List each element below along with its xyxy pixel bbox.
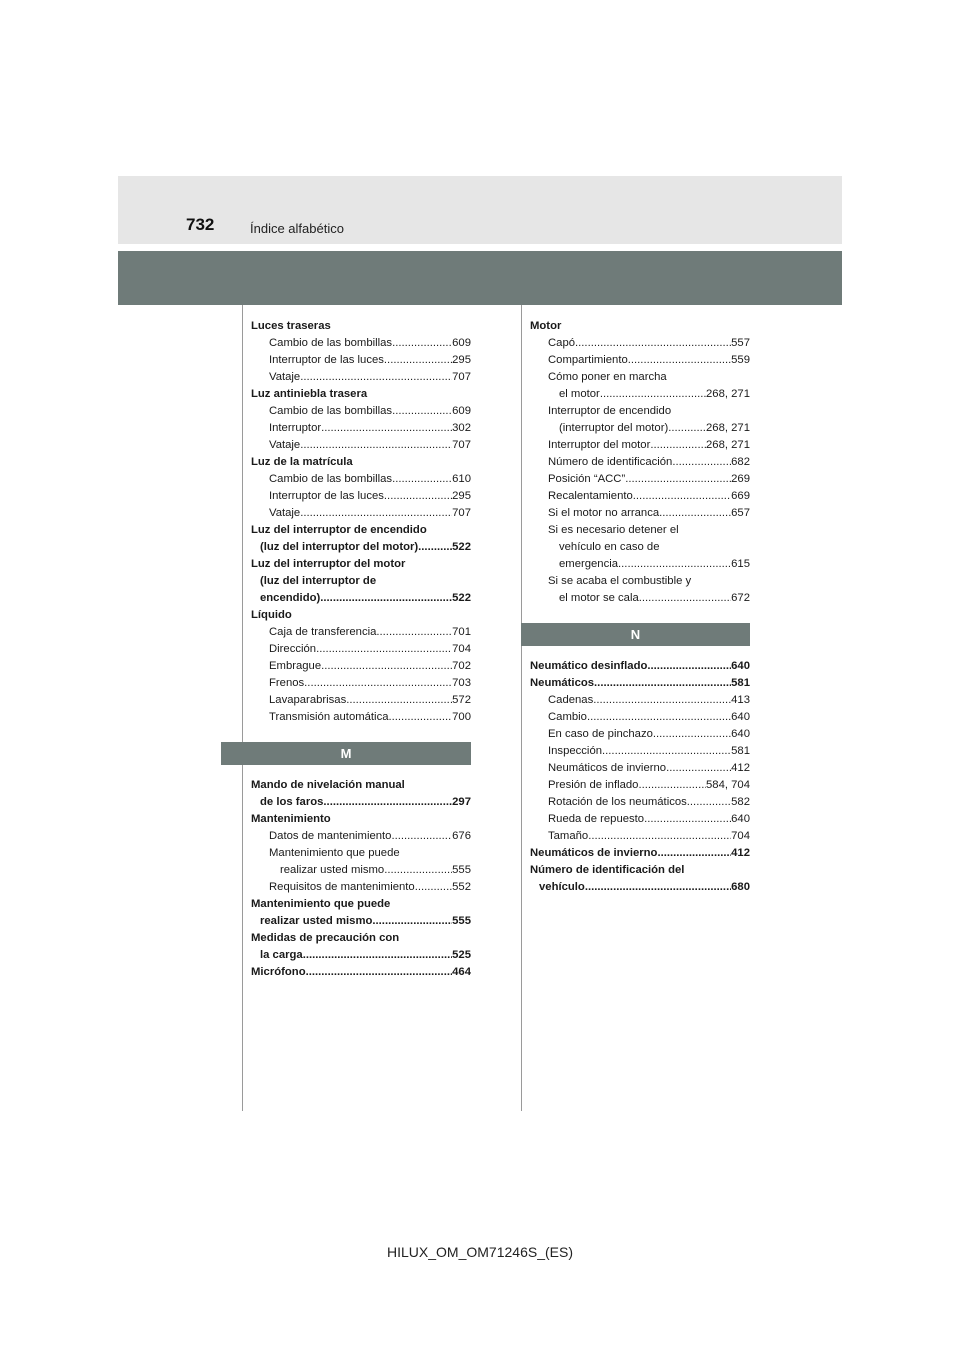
dot-leader [657, 845, 731, 862]
index-entry [530, 420, 750, 437]
index-entry [251, 335, 471, 352]
entry-term: En caso de pinchazo [548, 728, 653, 740]
dot-leader [602, 743, 731, 760]
index-entry [530, 556, 750, 573]
dot-leader [300, 437, 452, 454]
dot-leader [647, 658, 731, 675]
index-subheading: vehículo en caso de [559, 541, 660, 553]
index-entry [530, 658, 750, 675]
dot-leader [415, 879, 452, 896]
entry-page-ref: 700 [452, 711, 471, 723]
entry-term: Interruptor [269, 422, 322, 434]
index-entry [251, 947, 471, 964]
entry-page-ref: 522 [452, 592, 471, 604]
index-entry [251, 828, 471, 845]
entry-page-ref: 464 [452, 966, 471, 978]
dot-leader [633, 488, 731, 505]
entry-page-ref: 297 [452, 796, 471, 808]
index-entry [251, 862, 471, 879]
index-entry [251, 675, 471, 692]
index-heading: Luz del interruptor del motor [251, 558, 406, 570]
entry-page-ref: 609 [452, 337, 471, 349]
index-entry [251, 539, 471, 556]
entry-page-ref: 295 [452, 490, 471, 502]
index-subheading: Si es necesario detener el [548, 524, 679, 536]
entry-page-ref: 572 [452, 694, 471, 706]
entry-term: Si el motor no arranca [548, 507, 660, 519]
index-column-left [251, 318, 471, 981]
left-column-rule [242, 305, 243, 1111]
section-title: Índice alfabético [250, 221, 344, 236]
entry-page-ref: 704 [452, 643, 471, 655]
dot-leader [628, 352, 731, 369]
index-entry [251, 437, 471, 454]
index-subheading: Mantenimiento que puede [269, 847, 400, 859]
index-subheading: Interruptor de encendido [548, 405, 672, 417]
index-entry [251, 794, 471, 811]
entry-term: Cambio de las bombillas [269, 337, 393, 349]
entry-term: Dirección [269, 643, 317, 655]
entry-term: (luz del interruptor del motor) [260, 541, 419, 553]
entry-page-ref: 581 [731, 745, 750, 757]
index-column-right [530, 318, 750, 896]
dot-leader [321, 420, 452, 437]
entry-term: Transmisión automática [269, 711, 389, 723]
index-entry [530, 386, 750, 403]
index-entry [530, 811, 750, 828]
entry-page-ref: 707 [452, 507, 471, 519]
dot-leader [316, 641, 452, 658]
entry-page-ref: 557 [731, 337, 750, 349]
entry-term: Compartimiento [548, 354, 628, 366]
entry-page-ref: 640 [731, 728, 750, 740]
index-entry [530, 743, 750, 760]
entry-term: Interruptor de las luces [269, 354, 384, 366]
entry-term: realizar usted mismo [280, 864, 385, 876]
entry-page-ref: 640 [731, 660, 750, 672]
entry-term: Rotación de los neumáticos [548, 796, 687, 808]
entry-term: Presión de inflado [548, 779, 639, 791]
index-heading: Luz de la matrícula [251, 456, 353, 468]
dot-leader [618, 556, 731, 573]
entry-page-ref: 412 [731, 762, 750, 774]
dot-leader [321, 658, 452, 675]
index-entry [251, 709, 471, 726]
index-entry [530, 437, 750, 454]
index-entry [530, 760, 750, 777]
entry-term: Interruptor de las luces [269, 490, 384, 502]
dot-leader [653, 726, 731, 743]
letter-heading-n: N [521, 623, 750, 646]
entry-page-ref: 555 [452, 915, 471, 927]
index-entry [251, 624, 471, 641]
entry-term: Inspección [548, 745, 603, 757]
entry-page-ref: 701 [452, 626, 471, 638]
entry-page-ref: 269 [731, 473, 750, 485]
entry-term: Datos de mantenimiento [269, 830, 392, 842]
dot-leader [392, 471, 452, 488]
entry-page-ref: 702 [452, 660, 471, 672]
dot-leader [687, 794, 731, 811]
entry-term: de los faros [260, 796, 324, 808]
dot-leader [376, 624, 452, 641]
entry-page-ref: 268, 271 [706, 388, 750, 400]
entry-page-ref: 682 [731, 456, 750, 468]
entry-term: Posición “ACC” [548, 473, 626, 485]
index-entry [530, 505, 750, 522]
entry-term: encendido) [260, 592, 321, 604]
index-entry [251, 879, 471, 896]
entry-term: Vataje [269, 439, 301, 451]
index-entry [251, 403, 471, 420]
entry-term: Lavaparabrisas [269, 694, 347, 706]
entry-term: la carga [260, 949, 303, 961]
entry-term: Neumáticos de invierno [548, 762, 667, 774]
dot-leader [303, 947, 452, 964]
dot-leader [320, 590, 452, 607]
dot-leader [300, 505, 452, 522]
entry-page-ref: 555 [452, 864, 471, 876]
entry-term: Cambio [548, 711, 587, 723]
entry-page-ref: 615 [731, 558, 750, 570]
dot-leader [391, 828, 452, 845]
entry-term: Cambio de las bombillas [269, 405, 393, 417]
index-entry [530, 828, 750, 845]
entry-page-ref: 669 [731, 490, 750, 502]
entry-term: vehículo [539, 881, 585, 893]
index-entry [530, 845, 750, 862]
index-entry [530, 335, 750, 352]
entry-term: (interruptor del motor) [559, 422, 669, 434]
index-entry [530, 352, 750, 369]
entry-term: Frenos [269, 677, 305, 689]
entry-term: Capó [548, 337, 576, 349]
index-entry [530, 777, 750, 794]
index-heading: (luz del interruptor de [260, 575, 377, 587]
index-entry [530, 488, 750, 505]
index-entry [251, 964, 471, 981]
dot-leader [300, 369, 452, 386]
dot-leader [389, 709, 453, 726]
entry-page-ref: 552 [452, 881, 471, 893]
entry-term: Vataje [269, 507, 301, 519]
dot-leader [638, 777, 706, 794]
entry-term: el motor [559, 388, 600, 400]
dot-leader [384, 488, 452, 505]
index-heading: Número de identificación del [530, 864, 685, 876]
index-subheading: Si se acaba el combustible y [548, 575, 692, 587]
entry-page-ref: 703 [452, 677, 471, 689]
page-number: 732 [186, 215, 215, 234]
index-entry [530, 454, 750, 471]
dot-leader [644, 811, 731, 828]
entry-page-ref: 268, 271 [706, 422, 750, 434]
entry-page-ref: 584, 704 [706, 779, 750, 791]
entry-page-ref: 676 [452, 830, 471, 842]
index-heading: Mantenimiento que puede [251, 898, 391, 910]
dot-leader [346, 692, 452, 709]
dot-leader [588, 828, 731, 845]
entry-term: emergencia [559, 558, 619, 570]
dot-leader [587, 709, 731, 726]
index-entry [530, 692, 750, 709]
dot-leader [418, 539, 452, 556]
dot-leader [659, 505, 731, 522]
entry-term: Caja de transferencia [269, 626, 377, 638]
dot-leader [625, 471, 731, 488]
entry-term: Tamaño [548, 830, 589, 842]
index-entry [530, 471, 750, 488]
index-heading: Mando de nivelación manual [251, 779, 405, 791]
index-entry [251, 590, 471, 607]
index-entry [530, 675, 750, 692]
index-entry [251, 658, 471, 675]
index-entry [530, 879, 750, 896]
entry-page-ref: 657 [731, 507, 750, 519]
right-column-rule [521, 305, 522, 1111]
entry-page-ref: 707 [452, 371, 471, 383]
entry-term: Neumático desinflado [530, 660, 648, 672]
index-heading: Luces traseras [251, 320, 331, 332]
entry-term: Micrófono [251, 966, 306, 978]
index-entry [530, 794, 750, 811]
dot-leader [666, 760, 731, 777]
index-entry [251, 369, 471, 386]
entry-term: Neumáticos [530, 677, 595, 689]
entry-page-ref: 610 [452, 473, 471, 485]
dot-leader [392, 335, 452, 352]
index-heading: Motor [530, 320, 562, 332]
index-heading: Mantenimiento [251, 813, 331, 825]
entry-page-ref: 609 [452, 405, 471, 417]
index-heading: Medidas de precaución con [251, 932, 400, 944]
entry-term: Número de identificación [548, 456, 673, 468]
entry-term: el motor se cala [559, 592, 639, 604]
dot-leader [575, 335, 731, 352]
entry-term: Cadenas [548, 694, 594, 706]
dot-leader [372, 913, 452, 930]
letter-heading-m: M [221, 742, 471, 765]
dot-leader [306, 964, 453, 981]
dot-leader [384, 862, 452, 879]
index-entry [530, 709, 750, 726]
index-entry [251, 505, 471, 522]
entry-term: Vataje [269, 371, 301, 383]
index-entry [251, 692, 471, 709]
dot-leader [323, 794, 452, 811]
document-code: HILUX_OM_OM71246S_(ES) [387, 1244, 573, 1260]
entry-term: Recalentamiento [548, 490, 633, 502]
dot-leader [304, 675, 452, 692]
entry-page-ref: 680 [731, 881, 750, 893]
entry-page-ref: 640 [731, 711, 750, 723]
dot-leader [668, 420, 706, 437]
entry-page-ref: 640 [731, 813, 750, 825]
dot-leader [585, 879, 731, 896]
index-entry [530, 726, 750, 743]
dot-leader [672, 454, 731, 471]
entry-page-ref: 581 [731, 677, 750, 689]
index-heading: Luz del interruptor de encendido [251, 524, 427, 536]
entry-page-ref: 413 [731, 694, 750, 706]
entry-term: Embrague [269, 660, 322, 672]
entry-page-ref: 412 [731, 847, 750, 859]
index-entry [251, 641, 471, 658]
entry-term: Neumáticos de invierno [530, 847, 658, 859]
index-heading: Líquido [251, 609, 292, 621]
entry-page-ref: 525 [452, 949, 471, 961]
index-subheading: Cómo poner en marcha [548, 371, 667, 383]
entry-page-ref: 295 [452, 354, 471, 366]
dot-leader [594, 675, 731, 692]
index-entry [251, 471, 471, 488]
dot-leader [639, 590, 731, 607]
dot-leader [392, 403, 452, 420]
entry-page-ref: 559 [731, 354, 750, 366]
entry-term: realizar usted mismo [260, 915, 373, 927]
dot-leader [600, 386, 706, 403]
header-dark-band [118, 251, 842, 305]
entry-term: Cambio de las bombillas [269, 473, 393, 485]
header-band [118, 176, 842, 244]
index-entry [530, 590, 750, 607]
entry-term: Interruptor del motor [548, 439, 651, 451]
index-entry [251, 420, 471, 437]
dot-leader [384, 352, 452, 369]
entry-term: Rueda de repuesto [548, 813, 645, 825]
entry-page-ref: 302 [452, 422, 471, 434]
index-heading: Luz antiniebla trasera [251, 388, 368, 400]
entry-page-ref: 672 [731, 592, 750, 604]
dot-leader [650, 437, 706, 454]
index-entry [251, 352, 471, 369]
entry-page-ref: 268, 271 [706, 439, 750, 451]
index-entry [251, 488, 471, 505]
index-entry [251, 913, 471, 930]
entry-page-ref: 582 [731, 796, 750, 808]
entry-page-ref: 707 [452, 439, 471, 451]
entry-term: Requisitos de mantenimiento [269, 881, 415, 893]
dot-leader [593, 692, 731, 709]
entry-page-ref: 704 [731, 830, 750, 842]
entry-page-ref: 522 [452, 541, 471, 553]
